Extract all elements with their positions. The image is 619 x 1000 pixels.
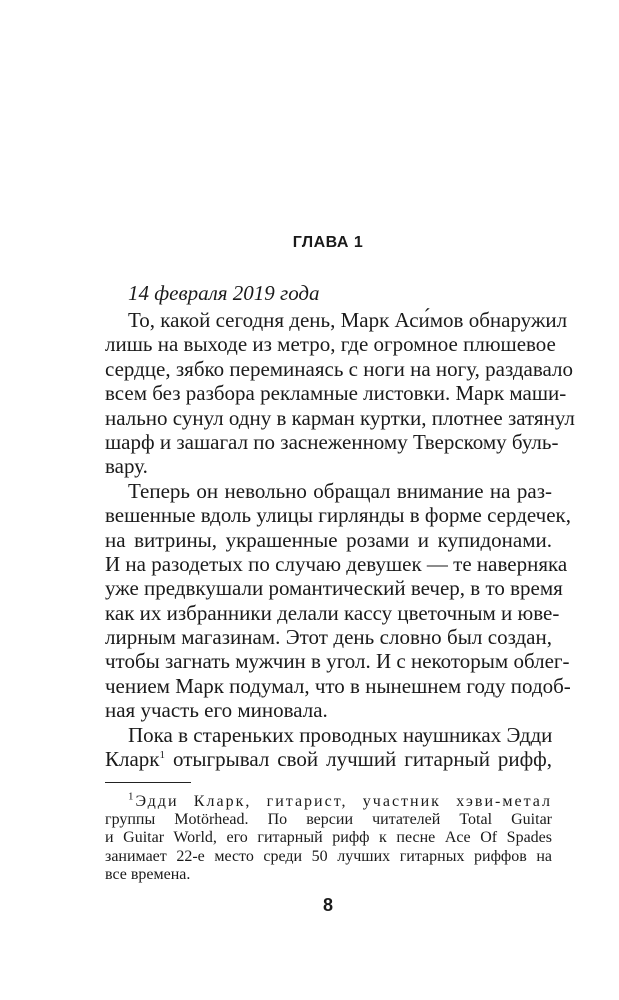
text-line: лирным магазинам. Этот день словно был создан, bbox=[105, 625, 552, 650]
text-line: вару. bbox=[105, 454, 148, 479]
text-line: Теперь он невольно обращал внимание на раз- bbox=[128, 478, 552, 503]
footnote-text: Эдди Кларк, гитарист, участник хэви-метал bbox=[135, 793, 552, 810]
text-fragment: отыгрывал свой лучший гитарный рифф, bbox=[172, 747, 552, 772]
footnote-line: занимает 22-е место среди 50 лучших гитарных риффов на bbox=[105, 847, 552, 865]
text-line: сердце, зябко переминаясь с ноги на ногу, раздавало bbox=[105, 356, 573, 381]
body-text bbox=[105, 308, 575, 772]
text-line: И на разодетых по случаю девушек — те наверняка bbox=[105, 551, 568, 576]
footnote-line bbox=[105, 790, 552, 811]
text-line: лишь на выходе из метро, где огромное плюшевое bbox=[105, 332, 556, 357]
text-line: на витрины, украшенные розами и купидонами. bbox=[105, 527, 552, 552]
text-line: чением Марк подумал, что в нынешнем году подоб- bbox=[105, 673, 571, 698]
footnote bbox=[105, 790, 552, 884]
text-line: шарф и зашагал по заснеженному Тверскому буль- bbox=[105, 429, 559, 454]
footnote-line: все времена. bbox=[105, 865, 191, 883]
text-line: всем без разбора рекламные листовки. Марк маши- bbox=[105, 381, 567, 406]
text-line: вешенные вдоль улицы гирлянды в форме сердечек, bbox=[105, 503, 572, 528]
text-line: ная участь его миновала. bbox=[105, 698, 328, 723]
text-line: чтобы загнать мужчин в угол. И с некоторым облег- bbox=[105, 649, 570, 674]
text-line bbox=[105, 747, 552, 771]
text-line: уже предвкушали романтический вечер, в то время bbox=[105, 576, 563, 601]
text-line: как их избранники делали кассу цветочным и юве- bbox=[105, 600, 560, 625]
text-line: нально сунул одну в карман куртки, плотнее затянул bbox=[105, 405, 575, 430]
footnote-line: и Guitar World, его гитарный рифф к песне Ace Of Spades bbox=[105, 829, 552, 847]
footnote-marker: 1 bbox=[128, 790, 136, 803]
page-number: 8 bbox=[322, 895, 333, 915]
chapter-heading: ГЛАВА 1 bbox=[292, 234, 364, 251]
text-line: Пока в стареньких проводных наушниках Эдди bbox=[128, 722, 553, 747]
text-line: То, какой сегодня день, Марк Аси́мов обнаружил bbox=[128, 308, 568, 332]
footnote-divider bbox=[105, 782, 191, 783]
footnote-line: группы Motörhead. По версии читателей Total Guitar bbox=[105, 811, 552, 829]
text-fragment: Кларк bbox=[105, 747, 160, 772]
footnote-reference[interactable]: 1 bbox=[159, 749, 166, 762]
date-line: 14 февраля 2019 года bbox=[128, 281, 320, 305]
